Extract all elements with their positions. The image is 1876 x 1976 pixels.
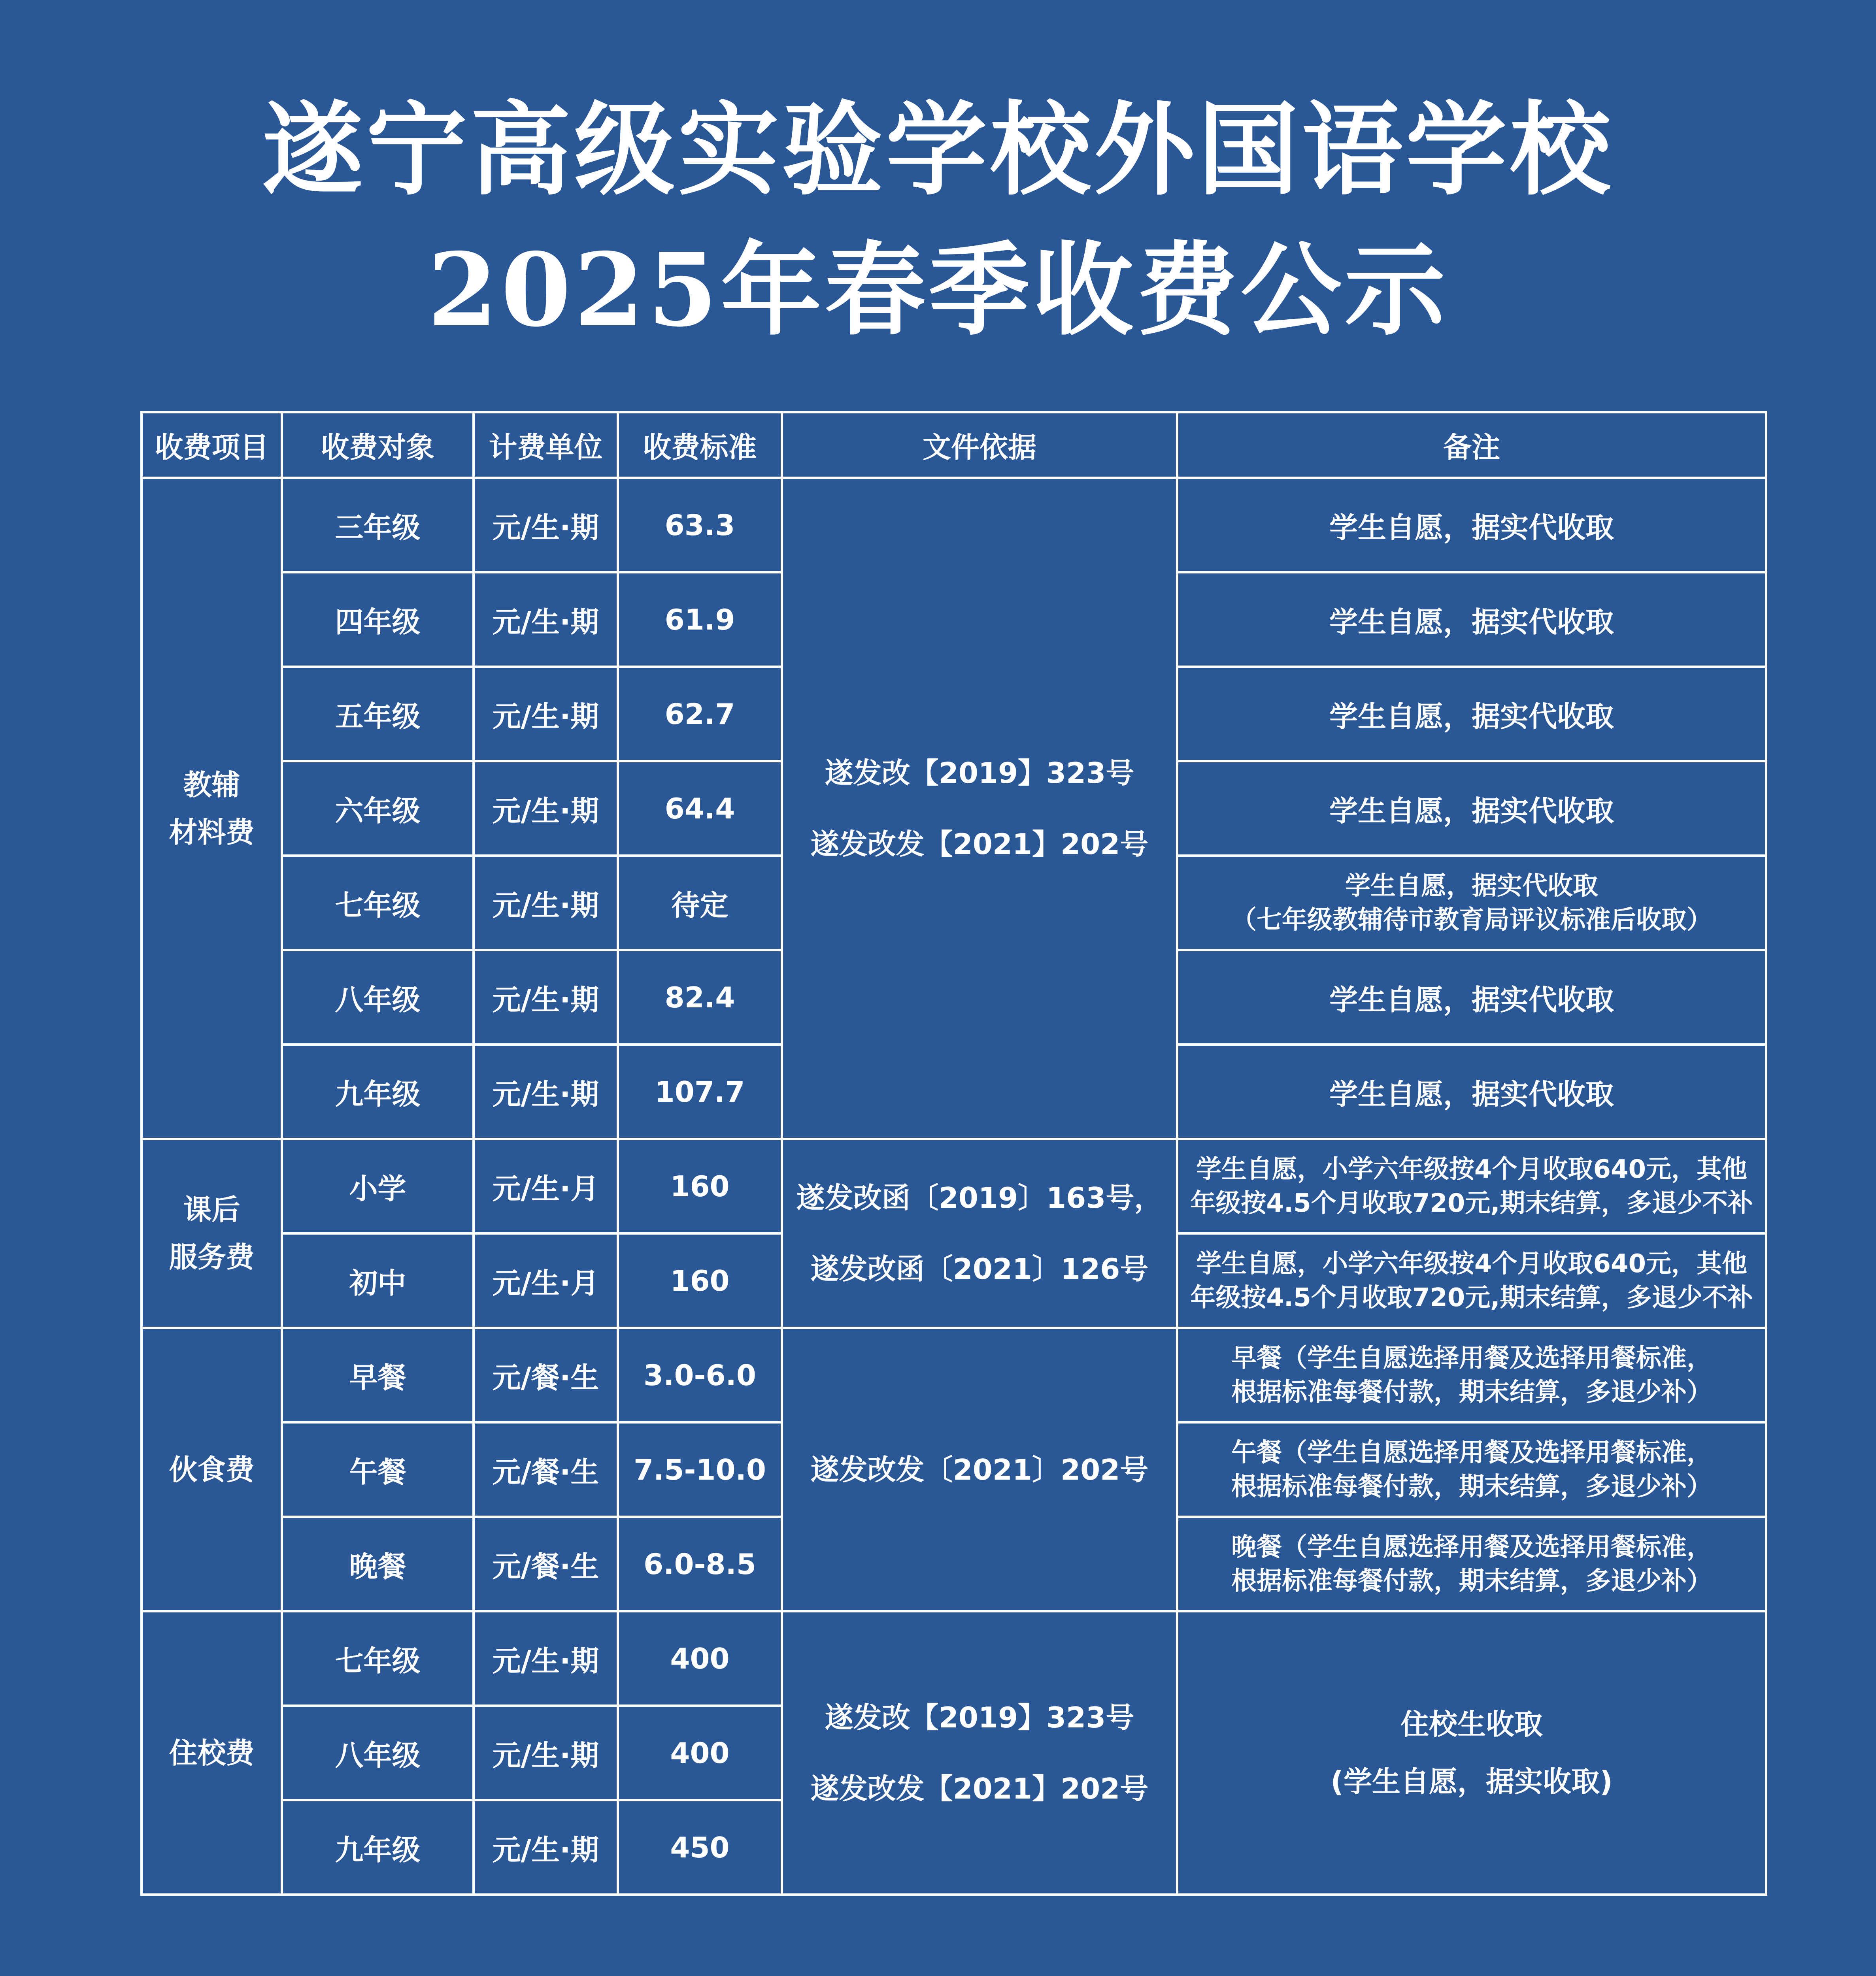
header-fee-standard: 收费标准 [618,412,782,478]
fee-cell: 62.7 [618,667,782,761]
unit-cell: 元/生·期 [474,1800,618,1895]
target-cell: 四年级 [282,572,474,667]
unit-cell: 元/生·期 [474,667,618,761]
unit-cell: 元/餐·生 [474,1328,618,1422]
fee-cell: 82.4 [618,950,782,1045]
header-document-basis: 文件依据 [782,412,1177,478]
table-row [142,1139,1766,1233]
note-cell: 学生自愿，据实代收取 [1177,478,1766,572]
category-cell: 住校费 [142,1611,282,1895]
header-remarks: 备注 [1177,412,1766,478]
target-cell: 晚餐 [282,1517,474,1611]
table-header-row [142,412,1766,478]
fee-cell: 107.7 [618,1045,782,1139]
basis-cell: 遂发改【2019】323号 遂发改发【2021】202号 [782,478,1177,1139]
unit-cell: 元/生·期 [474,1045,618,1139]
fee-cell: 160 [618,1139,782,1233]
fee-cell: 7.5-10.0 [618,1422,782,1517]
target-cell: 早餐 [282,1328,474,1422]
basis-cell: 遂发改函〔2019〕163号， 遂发改函〔2021〕126号 [782,1139,1177,1328]
note-cell: 学生自愿，据实代收取 [1177,950,1766,1045]
fee-cell: 3.0-6.0 [618,1328,782,1422]
unit-cell: 元/生·期 [474,856,618,950]
fee-table [140,411,1767,1896]
fee-cell: 400 [618,1611,782,1706]
report-hotline-title [146,1972,308,1976]
target-cell: 七年级 [282,856,474,950]
unit-cell: 元/餐·生 [474,1517,618,1611]
target-cell: 初中 [282,1233,474,1328]
target-cell: 七年级 [282,1611,474,1706]
category-cell: 课后 服务费 [142,1139,282,1328]
unit-cell: 元/生·月 [474,1139,618,1233]
category-cell: 伙食费 [142,1328,282,1611]
note-cell: 学生自愿，据实代收取 [1177,761,1766,856]
note-cell: 学生自愿，据实代收取 （七年级教辅待市教育局评议标准后收取） [1177,856,1766,950]
target-cell: 九年级 [282,1045,474,1139]
note-cell: 学生自愿，据实代收取 [1177,1045,1766,1139]
fee-cell: 待定 [618,856,782,950]
unit-cell: 元/生·期 [474,572,618,667]
unit-cell: 元/生·期 [474,478,618,572]
basis-cell: 遂发改【2019】323号 遂发改发【2021】202号 [782,1611,1177,1895]
note-cell: 学生自愿，据实代收取 [1177,667,1766,761]
fee-cell: 64.4 [618,761,782,856]
notice-subtitle: 2025年春季收费公示 [427,231,1449,349]
fee-cell: 61.9 [618,572,782,667]
note-cell: 学生自愿，小学六年级按4个月收取640元，其他 年级按4.5个月收取720元,期末结算，多退少不补 [1177,1139,1766,1233]
note-cell: 学生自愿，据实代收取 [1177,572,1766,667]
note-cell: 午餐（学生自愿选择用餐及选择用餐标准， 根据标准每餐付款，期末结算，多退少补） [1177,1422,1766,1517]
fee-cell: 400 [618,1706,782,1800]
fee-cell: 63.3 [618,478,782,572]
note-cell: 早餐（学生自愿选择用餐及选择用餐标准， 根据标准每餐付款，期末结算，多退少补） [1177,1328,1766,1422]
target-cell: 午餐 [282,1422,474,1517]
note-cell: 学生自愿，小学六年级按4个月收取640元，其他 年级按4.5个月收取720元,期末结算，多退少不补 [1177,1233,1766,1328]
target-cell: 六年级 [282,761,474,856]
header-unit: 计费单位 [474,412,618,478]
basis-cell: 遂发改发〔2021〕202号 [782,1328,1177,1611]
fee-cell: 450 [618,1800,782,1895]
target-cell: 五年级 [282,667,474,761]
unit-cell: 元/生·期 [474,1611,618,1706]
unit-cell: 元/餐·生 [474,1422,618,1517]
header-fee-item: 收费项目 [142,412,282,478]
target-cell: 九年级 [282,1800,474,1895]
target-cell: 八年级 [282,1706,474,1800]
note-cell: 住校生收取 (学生自愿，据实收取) [1177,1611,1766,1895]
fee-cell: 6.0-8.5 [618,1517,782,1611]
target-cell: 八年级 [282,950,474,1045]
unit-cell: 元/生·月 [474,1233,618,1328]
notice-title: 遂宁高级实验学校外国语学校 [262,91,1614,209]
unit-cell: 元/生·期 [474,761,618,856]
target-cell: 三年级 [282,478,474,572]
table-row [142,1328,1766,1422]
note-cell: 晚餐（学生自愿选择用餐及选择用餐标准， 根据标准每餐付款，期末结算，多退少补） [1177,1517,1766,1611]
table-row [142,1611,1766,1706]
unit-cell: 元/生·期 [474,1706,618,1800]
target-cell: 小学 [282,1139,474,1233]
unit-cell: 元/生·期 [474,950,618,1045]
table-row [142,478,1766,572]
header-fee-target: 收费对象 [282,412,474,478]
category-cell: 教辅 材料费 [142,478,282,1139]
fee-cell: 160 [618,1233,782,1328]
